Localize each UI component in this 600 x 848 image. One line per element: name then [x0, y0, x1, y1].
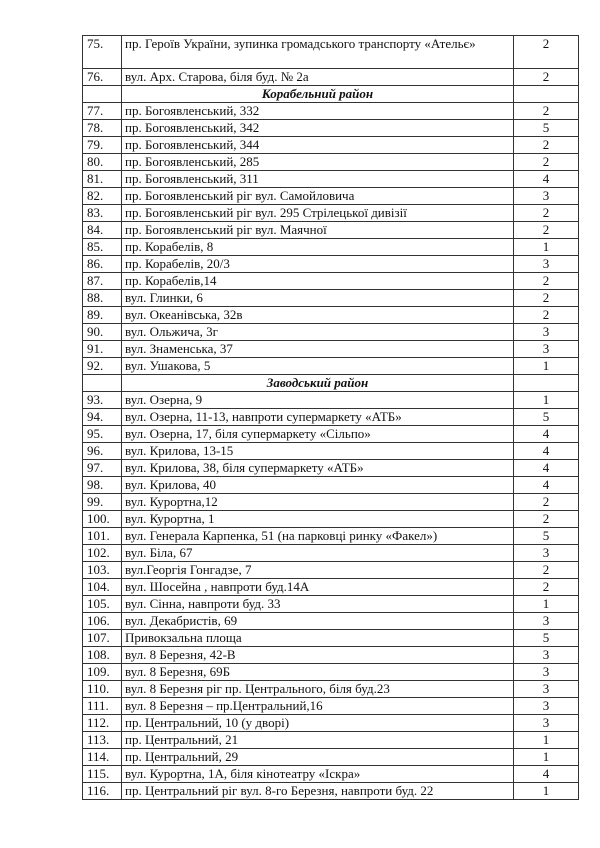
address-cell: вул. Курортна, 1А, біля кінотеатру «Іскра»	[122, 766, 514, 783]
row-number-cell	[83, 86, 122, 103]
table-row	[83, 137, 579, 154]
table-row	[83, 205, 579, 222]
table-row	[83, 341, 579, 358]
section-header-row	[83, 375, 579, 392]
row-number-cell: 106.	[83, 613, 122, 630]
count-cell: 2	[514, 69, 579, 86]
row-number-cell: 85.	[83, 239, 122, 256]
count-cell: 3	[514, 613, 579, 630]
address-cell: Привокзальна площа	[122, 630, 514, 647]
row-number-cell: 97.	[83, 460, 122, 477]
row-number-cell: 111.	[83, 698, 122, 715]
table-row	[83, 392, 579, 409]
address-cell: пр. Богоявленський ріг вул. 295 Стрілецької дивізії	[122, 205, 514, 222]
count-cell	[514, 86, 579, 103]
address-cell: пр. Богоявленський, 285	[122, 154, 514, 171]
table-row	[83, 477, 579, 494]
row-number-cell: 90.	[83, 324, 122, 341]
address-cell: пр. Богоявленський, 344	[122, 137, 514, 154]
address-cell: вул. Глинки, 6	[122, 290, 514, 307]
address-cell: вул. 8 Березня ріг пр. Центрального, біля буд.23	[122, 681, 514, 698]
table-row	[83, 783, 579, 800]
table-row	[83, 358, 579, 375]
row-number-cell: 77.	[83, 103, 122, 120]
count-cell: 1	[514, 749, 579, 766]
count-cell: 2	[514, 494, 579, 511]
address-cell: вул. Ушакова, 5	[122, 358, 514, 375]
count-cell	[514, 375, 579, 392]
count-cell: 4	[514, 426, 579, 443]
table-row	[83, 630, 579, 647]
count-cell: 4	[514, 443, 579, 460]
table-body	[83, 36, 579, 800]
address-cell: вул. Шосейна , навпроти буд.14А	[122, 579, 514, 596]
address-cell: вул. Знаменська, 37	[122, 341, 514, 358]
address-cell: пр. Центральний, 10 (у дворі)	[122, 715, 514, 732]
table-row	[83, 103, 579, 120]
row-number-cell: 92.	[83, 358, 122, 375]
count-cell: 1	[514, 358, 579, 375]
row-number-cell: 116.	[83, 783, 122, 800]
address-cell: пр. Корабелів, 8	[122, 239, 514, 256]
locations-table	[82, 35, 579, 800]
row-number-cell: 115.	[83, 766, 122, 783]
address-cell: пр. Богоявленський, 332	[122, 103, 514, 120]
count-cell: 4	[514, 766, 579, 783]
address-cell: пр. Центральний, 21	[122, 732, 514, 749]
address-cell: вул. Генерала Карпенка, 51 (на парковці ринку «Факел»)	[122, 528, 514, 545]
count-cell: 5	[514, 120, 579, 137]
row-number-cell: 75.	[83, 36, 122, 69]
count-cell: 5	[514, 409, 579, 426]
address-cell: пр. Центральний, 29	[122, 749, 514, 766]
table-row	[83, 443, 579, 460]
count-cell: 2	[514, 205, 579, 222]
address-cell: вул. Курортна,12	[122, 494, 514, 511]
row-number-cell: 95.	[83, 426, 122, 443]
count-cell: 3	[514, 341, 579, 358]
table-row	[83, 715, 579, 732]
count-cell: 3	[514, 664, 579, 681]
address-cell: вул. Ольжича, 3г	[122, 324, 514, 341]
address-cell: пр. Богоявленський ріг вул. Маячної	[122, 222, 514, 239]
table-row	[83, 188, 579, 205]
address-cell: вул. 8 Березня, 69Б	[122, 664, 514, 681]
row-number-cell: 108.	[83, 647, 122, 664]
count-cell: 1	[514, 783, 579, 800]
row-number-cell: 76.	[83, 69, 122, 86]
count-cell: 2	[514, 562, 579, 579]
count-cell: 3	[514, 324, 579, 341]
table-row	[83, 732, 579, 749]
row-number-cell: 105.	[83, 596, 122, 613]
row-number-cell	[83, 375, 122, 392]
count-cell: 2	[514, 36, 579, 69]
table-row	[83, 426, 579, 443]
row-number-cell: 98.	[83, 477, 122, 494]
count-cell: 3	[514, 256, 579, 273]
row-number-cell: 79.	[83, 137, 122, 154]
address-cell: вул. 8 Березня – пр.Центральний,16	[122, 698, 514, 715]
table-row	[83, 307, 579, 324]
address-cell: вул. Декабристів, 69	[122, 613, 514, 630]
address-cell: вул. Озерна, 11-13, навпроти супермаркету «АТБ»	[122, 409, 514, 426]
table-row	[83, 613, 579, 630]
address-cell: вул. Крилова, 38, біля супермаркету «АТБ»	[122, 460, 514, 477]
document-page	[82, 35, 576, 800]
row-number-cell: 89.	[83, 307, 122, 324]
table-row	[83, 324, 579, 341]
count-cell: 5	[514, 528, 579, 545]
table-row	[83, 120, 579, 137]
row-number-cell: 101.	[83, 528, 122, 545]
count-cell: 2	[514, 511, 579, 528]
count-cell: 2	[514, 307, 579, 324]
count-cell: 2	[514, 579, 579, 596]
table-row	[83, 256, 579, 273]
table-row	[83, 69, 579, 86]
address-cell: вул. Океанівська, 32в	[122, 307, 514, 324]
count-cell: 4	[514, 171, 579, 188]
row-number-cell: 93.	[83, 392, 122, 409]
address-cell: вул. Крилова, 13-15	[122, 443, 514, 460]
address-cell: вул. Курортна, 1	[122, 511, 514, 528]
row-number-cell: 82.	[83, 188, 122, 205]
table-row	[83, 154, 579, 171]
count-cell: 3	[514, 698, 579, 715]
row-number-cell: 102.	[83, 545, 122, 562]
address-cell: вул. Крилова, 40	[122, 477, 514, 494]
row-number-cell: 112.	[83, 715, 122, 732]
table-row	[83, 511, 579, 528]
address-cell: пр. Богоявленський, 342	[122, 120, 514, 137]
address-cell: вул. 8 Березня, 42-В	[122, 647, 514, 664]
row-number-cell: 99.	[83, 494, 122, 511]
row-number-cell: 81.	[83, 171, 122, 188]
address-cell: вул. Сінна, навпроти буд. 33	[122, 596, 514, 613]
district-title: Заводський район	[122, 375, 514, 392]
address-cell: пр. Корабелів, 20/3	[122, 256, 514, 273]
count-cell: 2	[514, 290, 579, 307]
address-cell: пр. Корабелів,14	[122, 273, 514, 290]
table-row	[83, 460, 579, 477]
table-row	[83, 222, 579, 239]
count-cell: 2	[514, 273, 579, 290]
table-row	[83, 290, 579, 307]
count-cell: 4	[514, 477, 579, 494]
row-number-cell: 103.	[83, 562, 122, 579]
row-number-cell: 80.	[83, 154, 122, 171]
count-cell: 1	[514, 392, 579, 409]
address-cell: пр. Богоявленський, 311	[122, 171, 514, 188]
row-number-cell: 96.	[83, 443, 122, 460]
table-row	[83, 596, 579, 613]
row-number-cell: 109.	[83, 664, 122, 681]
section-header-row	[83, 86, 579, 103]
count-cell: 3	[514, 715, 579, 732]
row-number-cell: 88.	[83, 290, 122, 307]
table-row	[83, 494, 579, 511]
address-cell: вул.Георгія Гонгадзе, 7	[122, 562, 514, 579]
row-number-cell: 107.	[83, 630, 122, 647]
row-number-cell: 86.	[83, 256, 122, 273]
count-cell: 2	[514, 222, 579, 239]
row-number-cell: 84.	[83, 222, 122, 239]
address-cell: вул. Озерна, 17, біля супермаркету «Сільпо»	[122, 426, 514, 443]
count-cell: 2	[514, 103, 579, 120]
address-cell: вул. Озерна, 9	[122, 392, 514, 409]
count-cell: 3	[514, 545, 579, 562]
row-number-cell: 104.	[83, 579, 122, 596]
table-row	[83, 36, 579, 69]
district-title: Корабельний район	[122, 86, 514, 103]
table-row	[83, 766, 579, 783]
address-cell: пр. Героїв України, зупинка громадського транспорту «Ательє»	[122, 36, 514, 69]
table-row	[83, 545, 579, 562]
count-cell: 2	[514, 154, 579, 171]
row-number-cell: 91.	[83, 341, 122, 358]
address-cell: вул. Біла, 67	[122, 545, 514, 562]
count-cell: 1	[514, 596, 579, 613]
address-cell: пр. Богоявленський ріг вул. Самойловича	[122, 188, 514, 205]
table-row	[83, 562, 579, 579]
row-number-cell: 113.	[83, 732, 122, 749]
count-cell: 3	[514, 681, 579, 698]
row-number-cell: 110.	[83, 681, 122, 698]
table-row	[83, 681, 579, 698]
row-number-cell: 87.	[83, 273, 122, 290]
row-number-cell: 83.	[83, 205, 122, 222]
count-cell: 5	[514, 630, 579, 647]
row-number-cell: 94.	[83, 409, 122, 426]
table-row	[83, 749, 579, 766]
count-cell: 2	[514, 137, 579, 154]
count-cell: 1	[514, 239, 579, 256]
table-row	[83, 171, 579, 188]
table-row	[83, 239, 579, 256]
address-cell: пр. Центральний ріг вул. 8-го Березня, навпроти буд. 22	[122, 783, 514, 800]
count-cell: 3	[514, 647, 579, 664]
row-number-cell: 78.	[83, 120, 122, 137]
count-cell: 3	[514, 188, 579, 205]
count-cell: 4	[514, 460, 579, 477]
table-row	[83, 698, 579, 715]
table-row	[83, 528, 579, 545]
row-number-cell: 100.	[83, 511, 122, 528]
table-row	[83, 409, 579, 426]
table-row	[83, 579, 579, 596]
table-row	[83, 664, 579, 681]
address-cell: вул. Арх. Старова, біля буд. № 2а	[122, 69, 514, 86]
table-row	[83, 273, 579, 290]
count-cell: 1	[514, 732, 579, 749]
row-number-cell: 114.	[83, 749, 122, 766]
table-row	[83, 647, 579, 664]
